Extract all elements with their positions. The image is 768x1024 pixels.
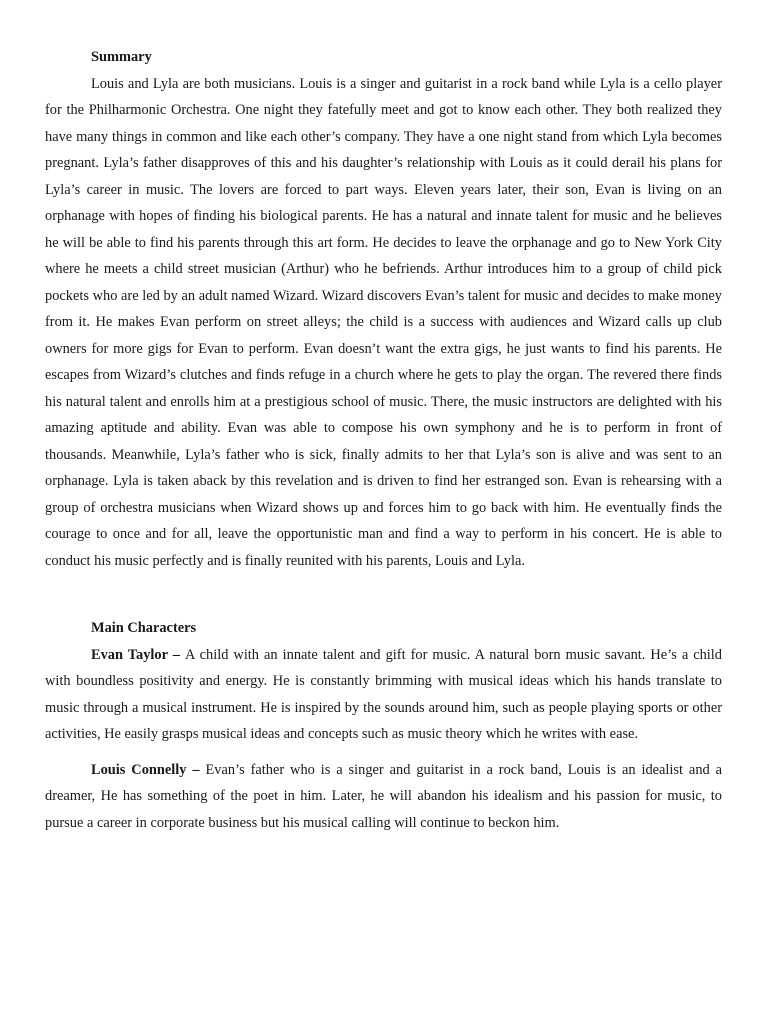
character-separator: –: [186, 761, 206, 778]
main-characters-heading: Main Characters: [91, 620, 197, 636]
character-description: A child with an innate talent and gift for music. A natural born music savant. He’s a child with boundless positivity and energy. He is constantly brimming with musical ideas which his hands translate to music through a musical instrument. He is inspired by the sounds around him, such as people playing sports or other activities, He easily grasps musical ideas and concepts such as music theory which he writes with ease.: [45, 646, 723, 742]
summary-paragraph: Louis and Lyla are both musicians. Louis is a singer and guitarist in a rock band while Lyla is a cello player for the Philharmonic Orchestra. One night they fatefully meet and got to know each other. They both realized they have many things in common and like each other’s company. They have a one night stand from which Lyla becomes pregnant. Lyla’s father disapproves of this and his daughter’s relationship with Louis as it could derail his plans for Lyla’s career in music. The lovers are forced to part ways. Eleven years later, their son, Evan is living on an orphanage with hopes of finding his biological parents. He has a natural and innate talent for music and he believes he will be able to find his parents through this art form. He decides to leave the orphanage and go to New York City where he meets a child street musician (Arthur) who he befriends. Arthur introduces him to a group of child pick pockets who are led by an adult named Wizard. Wizard discovers Evan’s talent for music and decides to make money from it. He makes Evan perform on street alleys; the child is a success with audiences and Wizard calls up club owners for more gigs for Evan to perform. Evan doesn’t want the extra gigs, he just wants to find his parents. He escapes from Wizard’s clutches and finds refuge in a church where he gets to play the organ. The revered there finds his natural talent and enrolls him at a prestigious school of music. There, the music instructors are delighted with his amazing aptitude and ability. Evan was able to compose his own symphony and he is to perform in front of thousands. Meanwhile, Lyla’s father who is sick, finally admits to her that Lyla’s son is alive and was sent to an orphanage. Lyla is taken aback by this revelation and is driven to find her estranged son. Evan is rehearsing with a group of orchestra musicians when Wizard shows up and forces him to go back with him. He eventually finds the courage to once and for all, leave the opportunistic man and find a way to perform in his concert. He is able to conduct his music perfectly and is finally reunited with his parents, Louis and Lyla.: [45, 75, 722, 569]
summary-heading: Summary: [91, 49, 152, 65]
document-page: [45, 44, 722, 836]
character-name: Evan Taylor: [91, 646, 168, 663]
section-spacer: [45, 574, 722, 615]
character-entry-louis-connelly: [45, 757, 722, 837]
character-spacer: [45, 748, 722, 757]
character-entry-evan-taylor: [45, 642, 722, 748]
character-description: Evan’s father who is a singer and guitarist in a rock band, Louis is an idealist and a dreamer, He has something of the poet in him. Later, he will abandon his idealism and his passion for music, to pursue a career in corporate business but his musical calling will continue to beckon him.: [45, 761, 723, 831]
character-name: Louis Connelly: [91, 761, 187, 778]
character-separator: –: [167, 646, 185, 663]
